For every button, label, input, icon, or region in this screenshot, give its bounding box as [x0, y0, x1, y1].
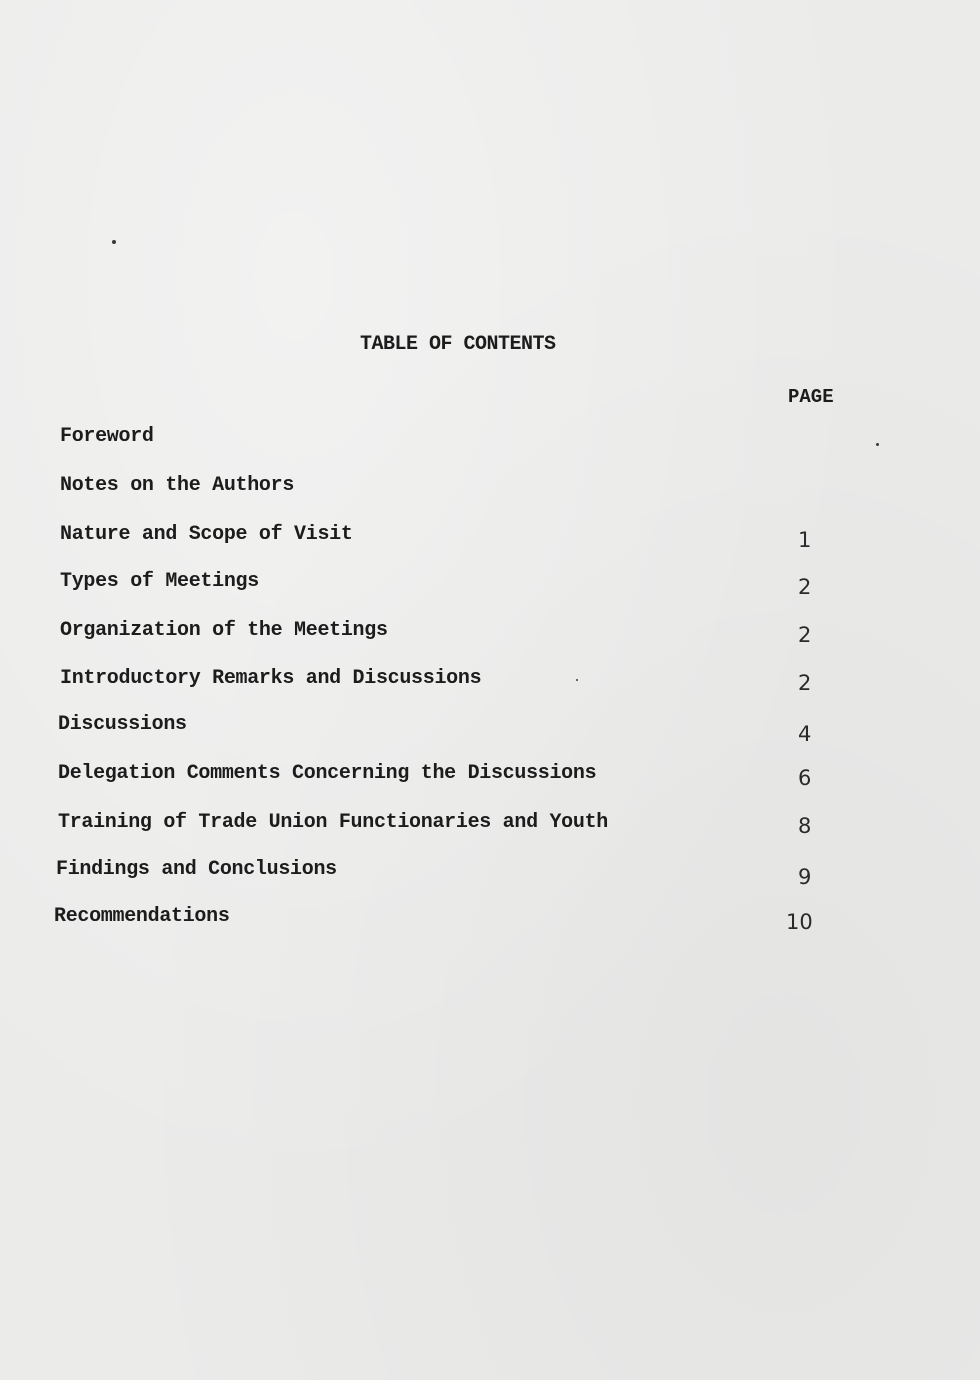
- toc-entry-title: Findings and Conclusions: [56, 858, 337, 881]
- toc-entry-title: Introductory Remarks and Discussions: [60, 667, 482, 690]
- toc-entry-page-number: 6: [798, 766, 812, 790]
- toc-entry-page-number: 10: [786, 910, 813, 934]
- toc-entry-page-number: 8: [798, 814, 812, 838]
- toc-entry-page-number: 4: [798, 722, 812, 746]
- toc-entry-title: Foreword: [60, 425, 154, 448]
- toc-entry-title: Discussions: [58, 713, 187, 736]
- paper-speck: [876, 443, 879, 446]
- toc-entry-title: Delegation Comments Concerning the Discussions: [58, 762, 597, 785]
- paper-speck: [576, 679, 578, 681]
- page-title: TABLE OF CONTENTS: [360, 333, 556, 356]
- paper-speck: [112, 240, 116, 244]
- toc-entry-title: Nature and Scope of Visit: [60, 523, 353, 546]
- toc-entry-page-number: 2: [798, 671, 812, 695]
- page-column-heading: PAGE: [788, 386, 834, 408]
- toc-entry-page-number: 1: [798, 528, 812, 552]
- toc-entry-title: Organization of the Meetings: [60, 619, 388, 642]
- toc-entry-page-number: 2: [798, 575, 812, 599]
- toc-entry-title: Training of Trade Union Functionaries and Youth: [58, 811, 608, 834]
- toc-entry-title: Notes on the Authors: [60, 474, 295, 497]
- toc-entry-title: Types of Meetings: [60, 570, 259, 593]
- toc-entry-title: Recommendations: [54, 905, 230, 928]
- toc-entry-page-number: 9: [798, 865, 812, 889]
- toc-entry-page-number: 2: [798, 623, 812, 647]
